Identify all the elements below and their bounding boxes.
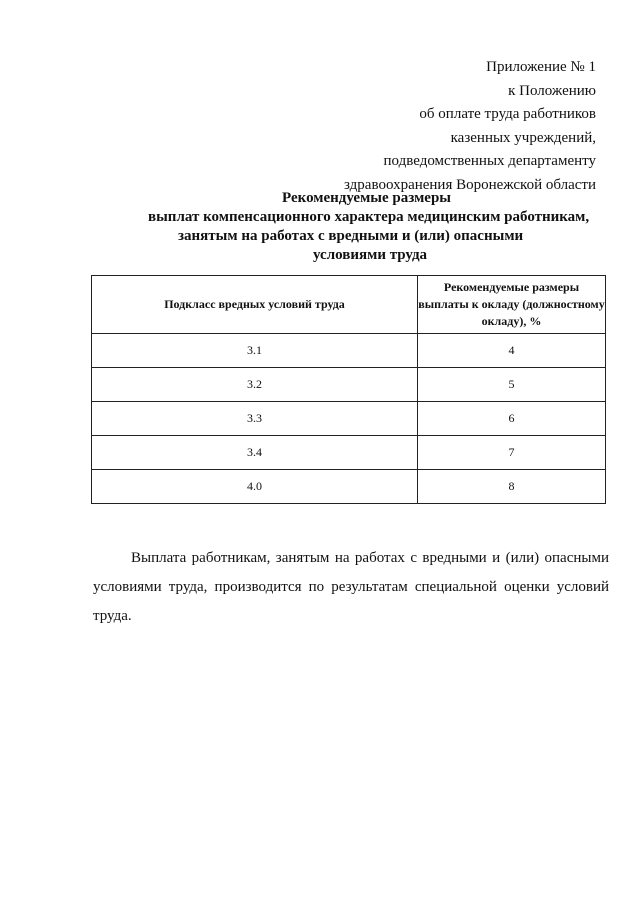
appendix-line: об оплате труда работников	[419, 106, 596, 123]
subclass-cell: 3.3	[92, 402, 418, 436]
rate-cell: 4	[418, 334, 606, 368]
rate-cell: 5	[418, 368, 606, 402]
rate-cell: 8	[418, 470, 606, 504]
rate-cell: 7	[418, 436, 606, 470]
table-header-row	[92, 276, 606, 334]
appendix-line: здравоохранения Воронежской области	[344, 176, 596, 193]
table-row	[92, 402, 606, 436]
table-row	[92, 436, 606, 470]
rate-cell: 6	[418, 402, 606, 436]
table-row	[92, 368, 606, 402]
header-payment-rate: Рекомендуемые размеры выплаты к окладу (должностному окладу), %	[418, 276, 606, 334]
appendix-line: к Положению	[508, 82, 596, 99]
rates-table	[91, 275, 606, 504]
appendix-line: подведомственных департаменту	[383, 153, 596, 170]
title-line: выплат компенсационного характера медицинским работникам,	[148, 209, 590, 225]
subclass-cell: 3.2	[92, 368, 418, 402]
title-line: занятым на работах с вредными и (или) опасными	[178, 228, 524, 244]
appendix-header	[344, 56, 596, 198]
table-row	[92, 334, 606, 368]
subclass-cell: 3.1	[92, 334, 418, 368]
table-row	[92, 470, 606, 504]
header-subclass: Подкласс вредных условий труда	[92, 276, 418, 334]
appendix-line: Приложение № 1	[486, 59, 596, 75]
subclass-cell: 4.0	[92, 470, 418, 504]
title-line: условиями труда	[313, 247, 428, 263]
title-line: Рекомендуемые размеры	[282, 190, 452, 206]
appendix-line: казенных учреждений,	[450, 129, 596, 146]
body-paragraph: Выплата работникам, занятым на работах с вредными и (или) опасными условиями труда, производится по результатам специальной оценки условий труда.	[93, 550, 609, 624]
subclass-cell: 3.4	[92, 436, 418, 470]
